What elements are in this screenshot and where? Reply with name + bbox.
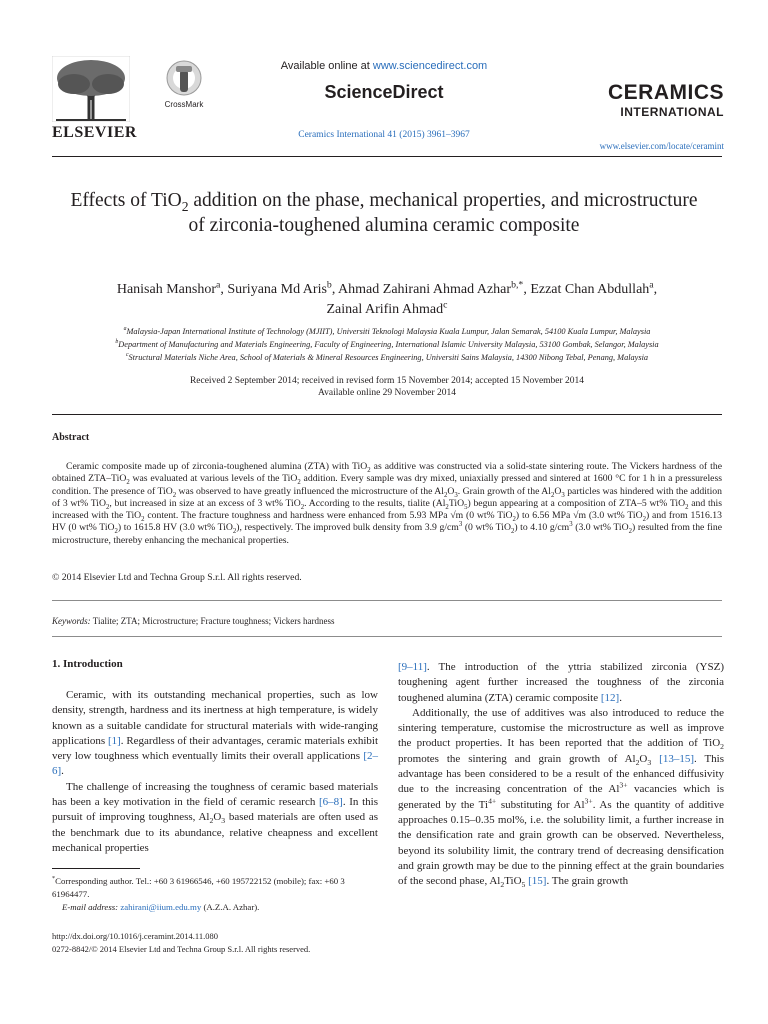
email-suffix: (A.Z.A. Azhar). <box>203 902 260 912</box>
keywords-top-rule <box>52 600 722 601</box>
keywords-list: Tialite; ZTA; Microstructure; Fracture toughness; Vickers hardness <box>92 616 335 626</box>
crossmark-label: CrossMark <box>164 100 204 109</box>
available-prefix: Available online at <box>280 60 370 72</box>
header-rule <box>52 156 722 157</box>
corresponding-author-note: Corresponding author. Tel.: +60 3 61966546, +60 195722152 (mobile); fax: +60 3 61964477. <box>52 876 345 899</box>
email-link[interactable]: zahirani@iium.edu.my <box>120 902 202 912</box>
sciencedirect-link[interactable]: www.sciencedirect.com <box>372 60 488 72</box>
abstract-heading: Abstract <box>52 432 90 443</box>
received-dates: Received 2 September 2014; received in revised form 15 November 2014; accepted 15 November 2014 <box>189 376 585 386</box>
keywords-bottom-rule <box>52 636 722 637</box>
affiliations: $^a$Malaysia-Japan International Institute of Technology (MJIIT), Universiti Teknologi Malaysia Kuala Lumpur, Jalan Semarak, 54100 Kuala Lumpur, Malaysia $^b$Department of Manufacturing and Materials Engineering, Faculty of Engineering, International Islamic University Malaysia, 53100 Gombak, Selangor, Malaysia $^c$Structural Materials Niche Area, School of Materials & Mineral Resources Engineering, Universiti Sains Malaysia, 14300 Nibong Tebal, Penang, Malaysia <box>115 326 659 362</box>
abstract-body: Ceramic composite made up of zirconia-toughened alumina (ZTA) with TiO$_2$ as additive was constructed via a solid-state sintering route. The Vickers hardness of the obtained ZTA–TiO$_2$ was evaluated at various levels of the TiO$_2$ addition. Every sample was dry mixed, uniaxially pressed and sintered at 1600 °C for 1 h in a pressureless condition. The presence of TiO$_2$ was observed to have greatly influenced the microstructure of the $Al_2O_3$. Grain growth of the $Al_2O_3$ particles was hindered with the addition of 3 wt% TiO$_2$, but increased in size at an excess of 3 wt% TiO$_2$. According to the results, tialite $(Al_2TiO_5)$ begun appearing at a composition of ZTA–5 wt% TiO$_2$ and this increased with the TiO$_2$ content. The fracture toughness and hardness were enhanced from 5.93 MPa √m (0 wt% TiO$_2$) to 6.56 MPa √m (3.0 wt% TiO$_2$) and from 1516.13 HV (0 wt% TiO$_2$) to 1615.8 HV (3.0 wt% TiO$_2$), respectively. The improved bulk density from 3.9 $g/cm^3$ (0 wt% TiO$_2$) to 4.10 $g/cm^3$ (3.0 wt% TiO$_2$) resulted from the fine microstructure, thereby enhancing the mechanical properties. <box>52 461 723 546</box>
available-online <box>0 60 768 72</box>
journal-homepage-link[interactable]: www.elsevier.com/locate/ceramint <box>599 141 724 151</box>
paper-title: Effects of TiO$_2$ addition on the phase, mechanical properties, and microstructure of zirconia-toughened alumina ceramic composite <box>70 190 698 236</box>
email-label: E-mail address: <box>62 902 119 912</box>
abstract-copyright: © 2014 Elsevier Ltd and Techna Group S.r.l. All rights reserved. <box>52 572 302 583</box>
sciencedirect-logo[interactable]: ScienceDirect <box>324 82 444 102</box>
section-heading: 1. Introduction <box>52 658 123 670</box>
footnote: *Corresponding author. Tel.: +60 3 61966546, +60 195722152 (mobile); fax: +60 3 61964477. E-mail address: zahirani@iium.edu.my (A.Z.A. Azhar). <box>52 876 345 912</box>
issn-line: 0272-8842/© 2014 Elsevier Ltd and Techna Group S.r.l. All rights reserved. <box>52 943 311 954</box>
journal-logo-line2: INTERNATIONAL <box>620 105 724 119</box>
author-list: Hanisah Manshor$^a$, Suriyana Md Aris$^b$, Ahmad Zahirani Ahmad Azhar$^{b,*}$, Ezzat Chan Abdullah$^a$, Zainal Arifin Ahmad$^c$ <box>116 279 658 317</box>
body-column-left: Ceramic, with its outstanding mechanical properties, such as low density, strength, hardness and its inertness at high temperature, is widely known as a suitable candidate for structural materials with wide-ranging applications [1]. Regardless of their advantages, ceramic materials exhibit very low toughness which eventually limits their overall applications [2–6]. The challenge of increasing the toughness of ceramic based materials has been a key motivation in the field of ceramic research [6–8]. In this pursuit of improving toughness, $Al_2O_3$ based materials are often used as the benchmark due to its abundance, relative cheapness and excellent mechanical properties <box>52 689 379 854</box>
footnote-rule <box>52 868 140 869</box>
keywords-label: Keywords: <box>52 616 91 626</box>
available-date: Available online 29 November 2014 <box>317 388 457 398</box>
abstract-top-rule <box>52 414 722 415</box>
journal-citation[interactable]: Ceramics International 41 (2015) 3961–3967 <box>298 130 470 140</box>
page-footer <box>52 930 378 955</box>
keywords-line <box>52 616 334 626</box>
journal-logo-line1: CERAMICS <box>607 81 724 104</box>
article-history <box>52 375 722 399</box>
doi-link[interactable]: http://dx.doi.org/10.1016/j.ceramint.2014.11.080 <box>52 931 218 941</box>
publisher-name: ELSEVIER <box>52 124 137 141</box>
body-column-right: [9–11]. The introduction of the yttria stabilized zirconia (YSZ) toughening agent further increased the toughness of the zirconia toughened alumina (ZTA) ceramic composite [12]. Additionally, the use of additives was also introduced to reduce the sintering temperature, customise the microstructure as well as improve the product properties. It has been reported that the addition of TiO$_2$ promotes the sintering and grain growth of $Al_2O_3$ [13–15]. This advantage has been considered to be a result of the enhanced diffusivity due to the increasing concentration of the $Al^{3+}$ vacancies which is generated by the $Ti^{4+}$ substituting for $Al^{3+}$. As the quantity of additive approaches 0.15–0.35 mol%, i.e. the solubility limit, a further increase in the densification rate and grain growth can be observed. Nevertheless, beyond its solubility limit, the contrary trend of decreasing densification and grain growth may be due to the pinning effect at the grain boundaries of the second phase, $Al_2TiO_5$ [15]. The grain growth <box>398 661 725 890</box>
